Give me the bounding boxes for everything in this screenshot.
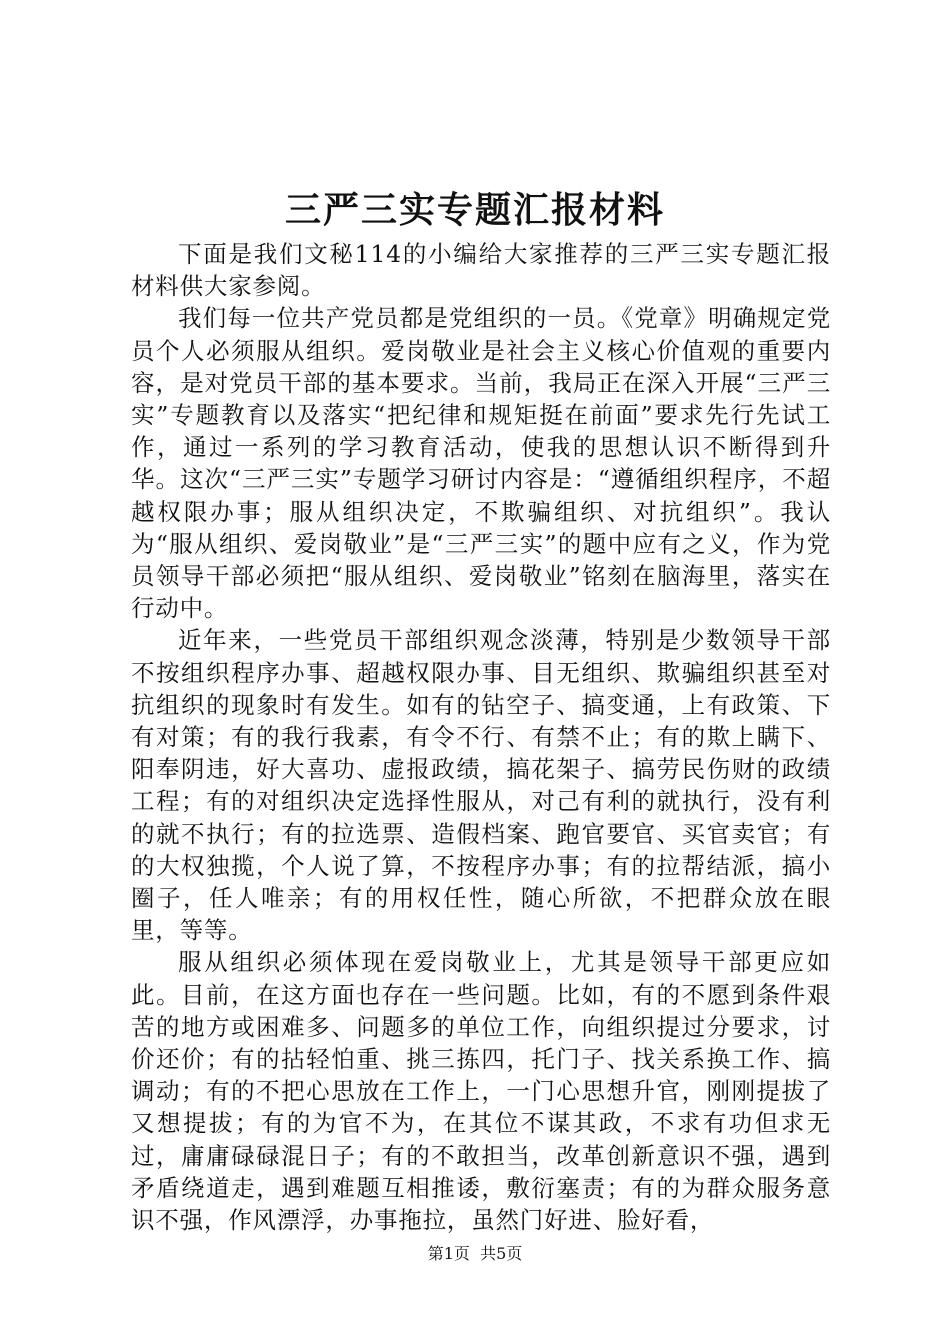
document-title: 三严三实专题汇报材料 bbox=[284, 189, 665, 231]
paragraph-party-member: 我们每一位共产党员都是党组织的一员。《党章》明确规定党员个人必须服从组织。爱岗敬业是社会主义核心价值观的重要内容，是对党员干部的基本要求。当前，我局正在深入开展“三严三实”专题教育以及落实“把纪律和规矩挺在前面”要求先行先试工作，通过一系列的学习教育活动，使我的思想认识不断得到升华。这次“三严三实”专题学习研讨内容是：“遵循组织程序，不超越权限办事；服从组织决定，不欺骗组织、对抗组织”。我认为“服从组织、爱岗敬业”是“三严三实”的题中应有之义，作为党员领导干部必须把“服从组织、爱岗敬业”铭刻在脑海里，落实在行动中。 bbox=[131, 304, 831, 623]
paragraph-dedication: 服从组织必须体现在爱岗敬业上，尤其是领导干部更应如此。目前，在这方面也存在一些问题。比如，有的不愿到条件艰苦的地方或困难多、问题多的单位工作，向组织提过分要求，讨价还价；有的拈轻怕重、挑三拣四，托门子、找关系换工作、搞调动；有的不把心思放在工作上，一门心思想升官，刚刚提拔了又想提拔；有的为官不为，在其位不谋其政，不求有功但求无过，庸庸碌碌混日子；有的不敢担当，改革创新意识不强，遇到矛盾绕道走，遇到难题互相推诿，敷衍塞责；有的为群众服务意识不强，作风漂浮，办事拖拉，虽然门好进、脸好看， bbox=[131, 948, 831, 1235]
document-body bbox=[131, 238, 831, 1236]
page-number: 第1页 bbox=[427, 1244, 470, 1263]
page-total: 共5页 bbox=[480, 1244, 523, 1263]
paragraph-intro: 下面是我们文秘114的小编给大家推荐的三严三实专题汇报材料供大家参阅。 bbox=[131, 240, 831, 301]
page-footer bbox=[0, 1244, 950, 1264]
paragraph-recent-years: 近年来，一些党员干部组织观念淡薄，特别是少数领导干部不按组织程序办事、超越权限办事、目无组织、欺骗组织甚至对抗组织的现象时有发生。如有的钻空子、搞变通，上有政策、下有对策；有的我行我素，有令不行、有禁不止；有的欺上瞒下、阳奉阴违，好大喜功、虚报政绩，搞花架子、搞劳民伤财的政绩工程；有的对组织决定选择性服从，对己有利的就执行，没有利的就不执行；有的拉选票、造假档案、跑官要官、买官卖官；有的大权独揽，个人说了算，不按程序办事；有的拉帮结派，搞小圈子，任人唯亲；有的用权任性，随心所欲，不把群众放在眼里，等等。 bbox=[131, 626, 831, 945]
